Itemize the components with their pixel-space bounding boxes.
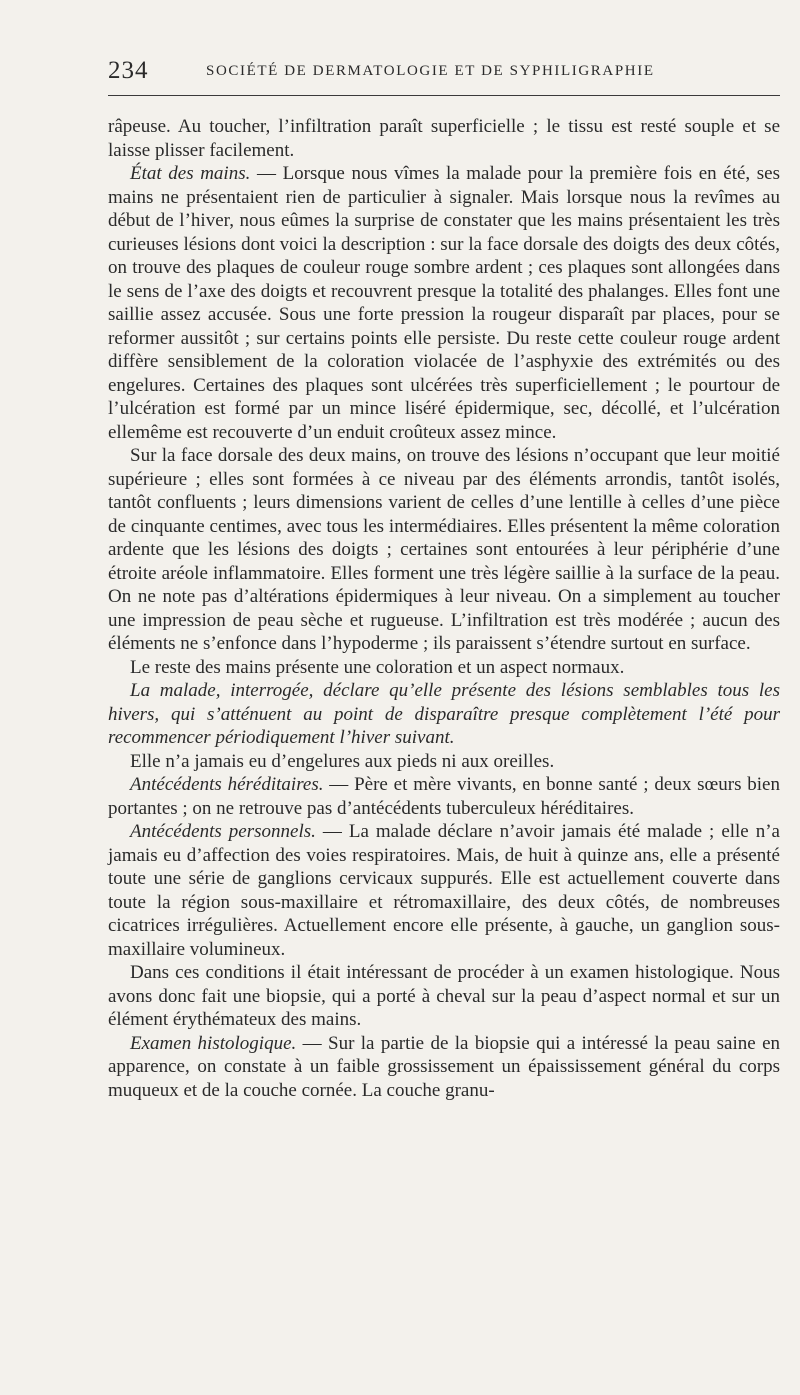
paragraph-text: — Lorsque nous vîmes la malade pour la première fois en été, ses mains ne présentaient rien de particulier à signaler. Mais lorsque nous la revîmes au début de l’hiver, nous eûmes la surprise de constater que les mains présentaient les très curieuses lésions dont voici la description : sur la face dorsale des doigts des deux côtés, on trouve des plaques de couleur rouge sombre ardent ; ces plaques sont allongées dans le sens de l’axe des doigts et recouvrent presque la totalité des phalanges. Elles font une saillie assez accusée. Sous une forte pression la rougeur disparaît par places, pour se reformer aussitôt ; sur certains points elle persiste. Du reste cette couleur rouge ardent diffère sensiblement de la coloration violacée de l’asphyxie des extrémités ou des engelures. Certaines des plaques sont ulcérées très superficiellement ; le pourtour de l’ulcération est formé par un mince liséré épidermique, sec, décollé, et l’ulcération ellemême est recouverte d’un enduit croûteux assez mince. [108, 163, 780, 443]
paragraph-4 [108, 656, 780, 680]
paragraph-text: — La malade déclare n’avoir jamais été malade ; elle n’a jamais eu d’affection des voies respiratoires. Mais, de huit à quinze ans, elle a présenté toute une série de ganglions cervicaux suppurés. Elle est actuellement couverte dans toute la région sous-maxillaire et rétromaxillaire, des deux côtés, de nombreuses cicatrices irrégulières. Actuellement encore elle présente, à gauche, un ganglion sous-maxillaire volumineux. [108, 821, 780, 960]
paragraph-1 [108, 115, 780, 162]
paragraph-10 [108, 1032, 780, 1103]
paragraph-text: — Père et mère vivants, en bonne santé ; deux sœurs bien portantes ; on ne retrouve pas d’antécédents tuberculeux héréditaires. [108, 774, 780, 819]
paragraph-3 [108, 444, 780, 656]
paragraph-8 [108, 820, 780, 961]
section-heading: Examen histologique. [130, 1032, 297, 1054]
page-header [108, 55, 780, 96]
paragraph-7 [108, 773, 780, 820]
running-title: SOCIÉTÉ DE DERMATOLOGIE ET DE SYPHILIGRAPHIE [206, 63, 655, 79]
paragraph-text: Elle n’a jamais eu d’engelures aux pieds ni aux oreilles. [130, 750, 555, 772]
paragraph-5 [108, 679, 780, 750]
paragraph-text: Sur la face dorsale des deux mains, on trouve des lésions n’occupant que leur moitié supérieure ; elles sont formées à ce niveau par des éléments arrondis, tantôt isolés, tantôt confluents ; leurs dimensions varient de celles d’une lentille à celles d’une pièce de cinquante centimes, avec tous les intermédiaires. Elles présentent la même coloration ardente que les lésions des doigts ; certaines sont entourées à leur périphérie d’une étroite aréole inflammatoire. Elles forment une très légère saillie à la surface de la peau. On ne note pas d’altérations épidermiques à leur niveau. On a simplement au toucher une impression de peau sèche et rugueuse. L’infiltration est très modérée ; aucun des éléments ne s’enfonce dans l’hypoderme ; ils paraissent s’étendre surtout en surface. [108, 445, 780, 654]
paragraph-text: râpeuse. Au toucher, l’infiltration paraît superficielle ; le tissu est resté souple et se laisse plisser facilement. [108, 116, 780, 161]
paragraph-2 [108, 162, 780, 444]
section-heading: État des mains. [130, 163, 251, 184]
paragraph-text: Le reste des mains présente une coloration et un aspect normaux. [130, 656, 625, 678]
paragraph-text: — Sur la partie de la biopsie qui a intéressé la peau saine en apparence, on constate à un faible grossissement un épaississement général du corps muqueux et de la couche cornée. La couche granu- [108, 1032, 781, 1101]
body-text [108, 115, 780, 1102]
paragraph-6 [108, 750, 780, 774]
paragraph-9 [108, 961, 780, 1032]
page-number: 234 [108, 57, 149, 84]
italic-paragraph: La malade, interrogée, déclare qu’elle présente des lésions semblables tous les hivers, qui s’atténuent au point de disparaître presque complètement l’été pour recommencer périodiquement l’hiver suivant. [108, 680, 780, 748]
section-heading: Antécédents personnels. [130, 821, 316, 842]
section-heading: Antécédents héréditaires. [130, 774, 324, 795]
paragraph-text: Dans ces conditions il était intéressant de procéder à un examen histologique. Nous avons donc fait une biopsie, qui a porté à cheval sur la peau d’aspect normal et sur un élément érythémateux des mains. [108, 962, 780, 1030]
